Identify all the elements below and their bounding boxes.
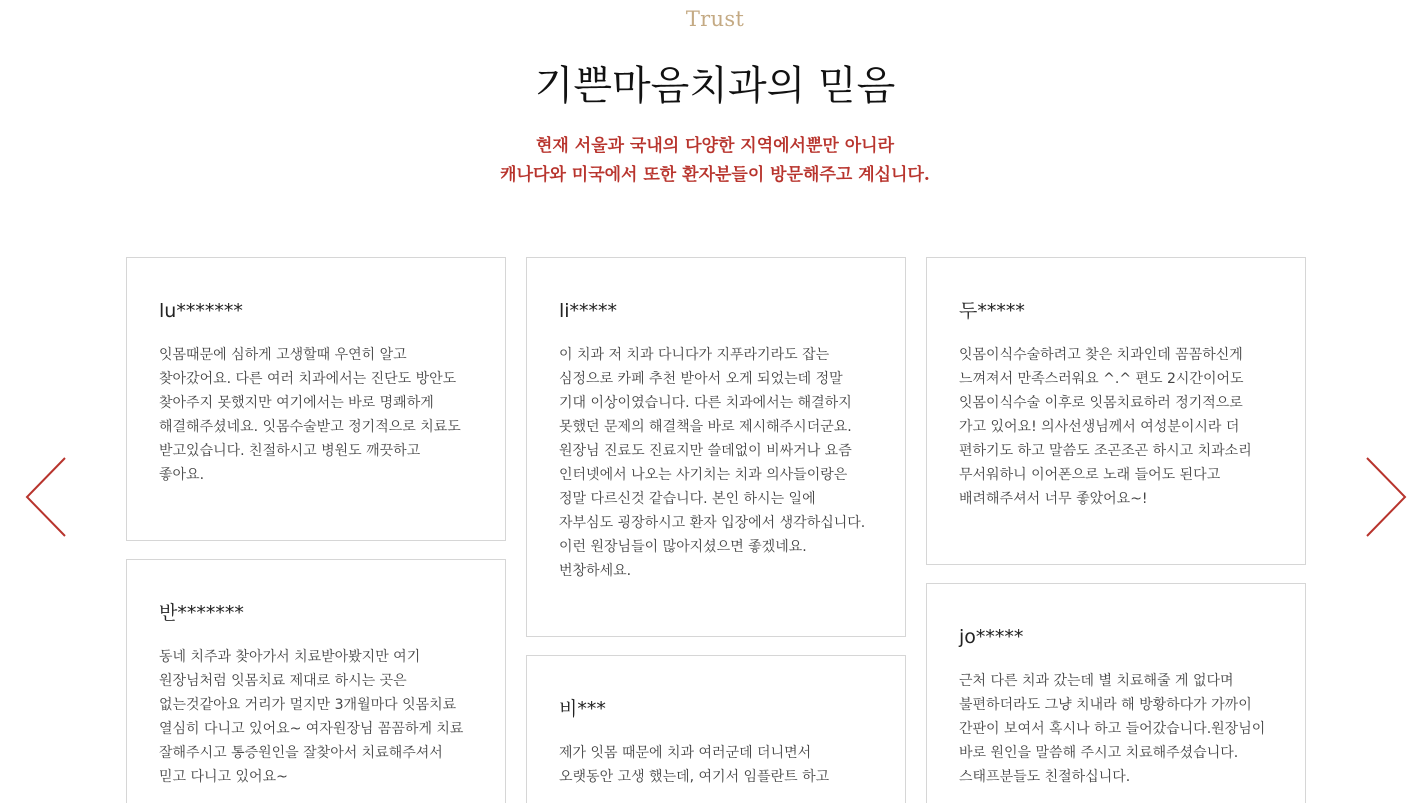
review-card: [526, 655, 906, 803]
review-author: 비***: [559, 698, 606, 720]
review-author: 두*****: [959, 300, 1025, 322]
review-card: [126, 257, 506, 541]
review-text: 동네 치주과 찾아가서 치료받아봤지만 여기 원장님처럼 잇몸치료 제대로 하시는 곳은 없는것같아요 거리가 멀지만 3개월마다 잇몸치료 열심히 다니고 있어요~ 여자원장님 꼼꼼하게 치료 잘해주시고 통증원인을 잘찾아서 치료해주셔서 믿고 다니고 있어요~: [159, 649, 464, 785]
review-text: 근처 다른 치과 갔는데 별 치료해줄 게 없다며 불편하더라도 그냥 치내라 해 방황하다가 가까이 간판이 보여서 혹시나 하고 들어갔습니다.원장님이 바로 원인을 말씀해 주시고 치료해주셨습니다. 스태프분들도 친절하십니다.: [959, 673, 1266, 785]
review-author: 반*******: [159, 602, 244, 624]
review-card: [926, 583, 1306, 803]
subtitle-line-2: 캐나다와 미국에서 또한 환자분들이 방문해주고 계십니다.: [500, 165, 930, 185]
review-author: li*****: [559, 300, 618, 322]
review-text: 잇몸이식수술하려고 찾은 치과인데 꼼꼼하신게 느껴져서 만족스러워요 ^.^ 편도 2시간이어도 잇몸이식수술 이후로 잇몸치료하러 정기적으로 가고 있어요! 의사선생님께서 여성분이시라 더 편하기도 하고 말씀도 조곤조곤 하시고 치과소리 무서워하니 이어폰으로 노래 들어도 된다고 배려해주셔서 너무 좋았어요~!: [959, 347, 1252, 507]
carousel-prev-button[interactable]: [24, 456, 68, 538]
review-card: [926, 257, 1306, 565]
subtitle-line-1: 현재 서울과 국내의 다양한 지역에서뿐만 아니라: [535, 136, 895, 156]
chevron-left-icon: [24, 456, 68, 538]
section-subtitle: [0, 132, 1423, 190]
section-title: 기쁜마음치과의 믿음: [534, 63, 896, 109]
carousel-next-button[interactable]: [1364, 456, 1408, 538]
review-text: 제가 잇몸 때문에 치과 여러군데 더니면서 오랫동안 고생 했는데, 여기서 임플란트 하고: [559, 745, 830, 785]
section-eyebrow: Trust: [685, 7, 745, 31]
chevron-right-icon: [1364, 456, 1408, 538]
review-text: 이 치과 저 치과 다니다가 지푸라기라도 잡는 심정으로 카페 추천 받아서 오게 되었는데 정말 기대 이상이였습니다. 다른 치과에서는 해결하지 못했던 문제의 해결책을 바로 제시해주시더군요. 원장님 진료도 진료지만 쓸데없이 비싸거나 요즘 인터넷에서 나오는 사기치는 치과 의사들이랑은 정말 다르신것 같습니다. 본인 하시는 일에 자부심도 굉장하시고 환자 입장에서 생각하십니다. 이런 원장님들이 많아지셨으면 좋겠네요. 번창하세요.: [559, 347, 866, 579]
review-text: 잇몸때문에 심하게 고생할때 우연히 알고 찾아갔어요. 다른 여러 치과에서는 진단도 방안도 찾아주지 못했지만 여기에서는 바로 명쾌하게 해결해주셨네요. 잇몸수술받고 정기적으로 치료도 받고있습니다. 친절하시고 병원도 깨끗하고 좋아요.: [159, 347, 461, 483]
review-card: [126, 559, 506, 803]
review-author: jo*****: [959, 626, 1024, 648]
review-card: [526, 257, 906, 637]
review-author: lu*******: [159, 300, 243, 322]
